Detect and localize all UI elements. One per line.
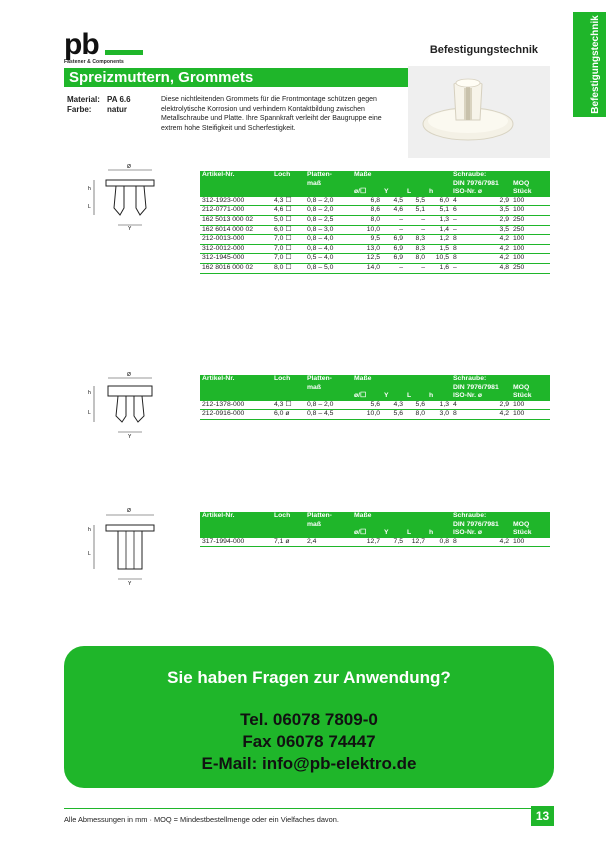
drawing2-h-label: h <box>88 390 91 396</box>
cell-iso: – <box>451 225 479 235</box>
cell-loch: 7,0 ☐ <box>272 254 305 264</box>
cell-art: 212-1378-000 <box>200 401 272 410</box>
cell-l: 8,3 <box>405 235 427 245</box>
cell-y: 7,5 <box>382 538 405 547</box>
col-d: ø/☐ <box>352 188 382 197</box>
cell-moq: 100 <box>511 197 550 206</box>
table-row <box>200 254 550 264</box>
cell-iso: 8 <box>451 410 479 420</box>
cell-d: 8,0 <box>352 215 382 225</box>
cell-platte: 2,4 <box>305 538 352 547</box>
cell-d: 12,5 <box>352 254 382 264</box>
cell-art: 212-0771-000 <box>200 206 272 216</box>
cell-platte: 0,8 – 2,0 <box>305 197 352 206</box>
page-header-title: Befestigungstechnik <box>429 44 538 56</box>
footer-note: Alle Abmessungen in mm · MOQ = Mindestbestellmenge oder ein Vielfaches davon. <box>64 815 339 824</box>
cell-l: 12,7 <box>405 538 427 547</box>
cell-art: 212-0013-000 <box>200 235 272 245</box>
grommet-photo-image <box>408 66 550 158</box>
cell-sd: 3,5 <box>479 206 511 216</box>
cell-iso: – <box>451 215 479 225</box>
cell-h: 10,5 <box>427 254 451 264</box>
cell-iso: 8 <box>451 254 479 264</box>
col-platten: Platten- maß <box>305 171 352 188</box>
table-row <box>200 263 550 273</box>
cell-l: – <box>405 215 427 225</box>
cell-loch: 4,6 ☐ <box>272 206 305 216</box>
drawing2-y-label: Y <box>128 434 132 440</box>
contact-box <box>64 646 554 788</box>
cell-art: 162 6014 000 02 <box>200 225 272 235</box>
col-iso: ISO-Nr. ø <box>451 188 511 197</box>
cell-l: 5,1 <box>405 206 427 216</box>
cell-platte: 0,8 – 4,0 <box>305 244 352 254</box>
col-loch: Loch <box>272 171 305 188</box>
cell-loch: 6,0 ☐ <box>272 225 305 235</box>
cell-h: 1,4 <box>427 225 451 235</box>
material-label: Material: <box>67 95 100 104</box>
cell-art: 312-0012-000 <box>200 244 272 254</box>
cell-l: – <box>405 263 427 273</box>
cell-sd: 3,5 <box>479 225 511 235</box>
drawing3-d-label: Ø <box>127 508 131 514</box>
cell-d: 6,8 <box>352 197 382 206</box>
col-y: Y <box>382 188 405 197</box>
col-moq: MOQ <box>511 171 550 188</box>
cell-h: 1,3 <box>427 215 451 225</box>
product-description: Diese nichtleitenden Grommets für die Frontmontage schützen gegen elektrolytische Korrosion und verhindern Kontaktbildung zwischen Metallschraube und Platte. Ihre Spannkraft verleiht der Baugruppe eine extrem hohe Steifigkeit und Scherfestigkeit. <box>161 96 382 132</box>
table-row <box>200 197 550 206</box>
table-row <box>200 225 550 235</box>
cell-art: 312-1923-000 <box>200 197 272 206</box>
cell-y: 4,6 <box>382 206 405 216</box>
cell-d: 5,6 <box>352 401 382 410</box>
cell-loch: 7,0 ☐ <box>272 244 305 254</box>
cell-h: 6,0 <box>427 197 451 206</box>
drawing2-d-label: Ø <box>127 372 131 378</box>
cell-h: 1,6 <box>427 263 451 273</box>
cell-sd: 4,2 <box>479 538 511 547</box>
logo-accent-bar <box>105 50 143 55</box>
cell-platte: 0,8 – 4,5 <box>305 410 352 420</box>
cell-loch: 4,3 ☐ <box>272 401 305 410</box>
cell-y: 6,9 <box>382 254 405 264</box>
cell-y: – <box>382 215 405 225</box>
cell-moq: 100 <box>511 206 550 216</box>
cell-iso: 8 <box>451 538 479 547</box>
cell-sd: 4,2 <box>479 254 511 264</box>
cell-l: 8,0 <box>405 254 427 264</box>
drawing1-l-label: L <box>88 204 91 210</box>
cell-platte: 0,8 – 2,0 <box>305 401 352 410</box>
col-moq-unit: Stück <box>511 188 550 197</box>
cell-iso: – <box>451 263 479 273</box>
cell-sd: 4,2 <box>479 235 511 245</box>
cell-d: 12,7 <box>352 538 382 547</box>
cell-moq: 100 <box>511 254 550 264</box>
table-row <box>200 401 550 410</box>
side-tab-label: Befestigungstechnik <box>590 15 601 114</box>
col-l: L <box>405 188 427 197</box>
col-h: h <box>427 188 451 197</box>
cell-iso: 6 <box>451 206 479 216</box>
cell-y: 5,6 <box>382 410 405 420</box>
cell-art: 317-1994-000 <box>200 538 272 547</box>
cell-y: 4,3 <box>382 401 405 410</box>
color-value: natur <box>107 105 127 114</box>
contact-phone[interactable]: Tel. 06078 7809-0 <box>240 710 378 729</box>
table-row <box>200 244 550 254</box>
side-category-tab <box>573 12 606 117</box>
cell-moq: 100 <box>511 235 550 245</box>
material-info <box>67 95 131 115</box>
cell-d: 10,0 <box>352 410 382 420</box>
table-row <box>200 215 550 225</box>
logo-text: pb <box>64 28 99 61</box>
drawing3-y-label: Y <box>128 581 132 587</box>
cell-l: – <box>405 225 427 235</box>
cell-sd: 4,8 <box>479 263 511 273</box>
technical-drawing-2 <box>80 370 180 445</box>
cell-sd: 4,2 <box>479 244 511 254</box>
table-row <box>200 410 550 420</box>
cell-moq: 250 <box>511 263 550 273</box>
cell-moq: 100 <box>511 401 550 410</box>
cell-platte: 0,8 – 2,5 <box>305 215 352 225</box>
cell-y: – <box>382 263 405 273</box>
cell-h: 5,1 <box>427 206 451 216</box>
cell-h: 0,8 <box>427 538 451 547</box>
cell-d: 8,6 <box>352 206 382 216</box>
drawing3-h-label: h <box>88 527 91 533</box>
product-table-3: Artikel-Nr. Loch Platten- maß Maße Schraube: DIN 7976/7981 MOQ ø/☐ Y L h ISO-Nr. ø Stück 317-1994-000 7,1 ø 2,4 12,7 7,5 12,7 0,8 8 4,2 100 <box>200 512 550 547</box>
cell-art: 212-0916-000 <box>200 410 272 420</box>
drawing1-d-label: Ø <box>127 164 131 170</box>
cell-sd: 4,2 <box>479 410 511 420</box>
cell-platte: 0,8 – 5,0 <box>305 263 352 273</box>
cell-d: 14,0 <box>352 263 382 273</box>
cell-platte: 0,8 – 4,0 <box>305 235 352 245</box>
cell-art: 162 5013 000 02 <box>200 215 272 225</box>
cell-art: 312-1945-000 <box>200 254 272 264</box>
product-table-2: Artikel-Nr. Loch Platten- maß Maße Schraube: DIN 7976/7981 MOQ ø/☐ Y L h ISO-Nr. ø Stück 212-1378-000 4,3 ☐ 0,8 – 2,0 5,6 4,3 5,6 1,3 4 2,9 100 212-0916-000 6,0 ø 0,8 – 4,5 10,0 5,6 8,0 3,0 8 4,2 100 <box>200 375 550 420</box>
cell-moq: 100 <box>511 538 550 547</box>
drawing2-l-label: L <box>88 410 91 416</box>
cell-h: 1,2 <box>427 235 451 245</box>
cell-d: 9,5 <box>352 235 382 245</box>
drawing1-y-label: Y <box>128 226 132 232</box>
cell-iso: 8 <box>451 244 479 254</box>
cell-iso: 8 <box>451 235 479 245</box>
col-masse: Maße <box>352 171 451 188</box>
drawing1-h-label: h <box>88 186 91 192</box>
product-table-1 <box>200 171 550 274</box>
cell-h: 1,3 <box>427 401 451 410</box>
cell-loch: 6,0 ø <box>272 410 305 420</box>
cell-d: 10,0 <box>352 225 382 235</box>
cell-platte: 0,8 – 2,0 <box>305 206 352 216</box>
page-number: 13 <box>531 806 554 826</box>
color-label: Farbe: <box>67 105 92 114</box>
footer-divider <box>64 808 550 809</box>
technical-drawing-3 <box>80 505 180 590</box>
cell-sd: 2,9 <box>479 215 511 225</box>
cell-moq: 100 <box>511 410 550 420</box>
cell-sd: 2,9 <box>479 401 511 410</box>
contact-question: Sie haben Fragen zur Anwendung? <box>167 668 451 687</box>
cell-sd: 2,9 <box>479 197 511 206</box>
cell-y: 6,9 <box>382 244 405 254</box>
col-artikel: Artikel-Nr. <box>200 171 272 188</box>
cell-h: 1,5 <box>427 244 451 254</box>
cell-moq: 250 <box>511 225 550 235</box>
cell-l: 8,0 <box>405 410 427 420</box>
cell-loch: 7,1 ø <box>272 538 305 547</box>
cell-l: 5,6 <box>405 401 427 410</box>
cell-l: 8,3 <box>405 244 427 254</box>
cell-d: 13,0 <box>352 244 382 254</box>
cell-y: 6,9 <box>382 235 405 245</box>
drawing3-l-label: L <box>88 551 91 557</box>
cell-y: – <box>382 225 405 235</box>
cell-iso: 4 <box>451 401 479 410</box>
cell-art: 162 8016 000 02 <box>200 263 272 273</box>
cell-y: 4,5 <box>382 197 405 206</box>
table-row <box>200 206 550 216</box>
cell-moq: 100 <box>511 244 550 254</box>
cell-loch: 7,0 ☐ <box>272 235 305 245</box>
contact-fax: Fax 06078 74447 <box>242 732 376 751</box>
section-title: Spreizmuttern, Grommets <box>69 69 254 86</box>
col-schraube: Schraube: DIN 7976/7981 <box>451 171 511 188</box>
cell-loch: 4,3 ☐ <box>272 197 305 206</box>
cell-l: 5,5 <box>405 197 427 206</box>
cell-iso: 4 <box>451 197 479 206</box>
material-value: PA 6.6 <box>107 95 131 104</box>
product-photo <box>408 66 550 158</box>
cell-loch: 5,0 ☐ <box>272 215 305 225</box>
cell-moq: 250 <box>511 215 550 225</box>
cell-loch: 8,0 ☐ <box>272 263 305 273</box>
contact-email[interactable]: E-Mail: info@pb-elektro.de <box>201 754 417 773</box>
table-row <box>200 538 550 547</box>
cell-platte: 0,5 – 4,0 <box>305 254 352 264</box>
cell-platte: 0,8 – 3,0 <box>305 225 352 235</box>
technical-drawing-1 <box>80 160 180 240</box>
cell-h: 3,0 <box>427 410 451 420</box>
logo-tagline: Fastener & Components <box>64 59 124 65</box>
table-row <box>200 235 550 245</box>
